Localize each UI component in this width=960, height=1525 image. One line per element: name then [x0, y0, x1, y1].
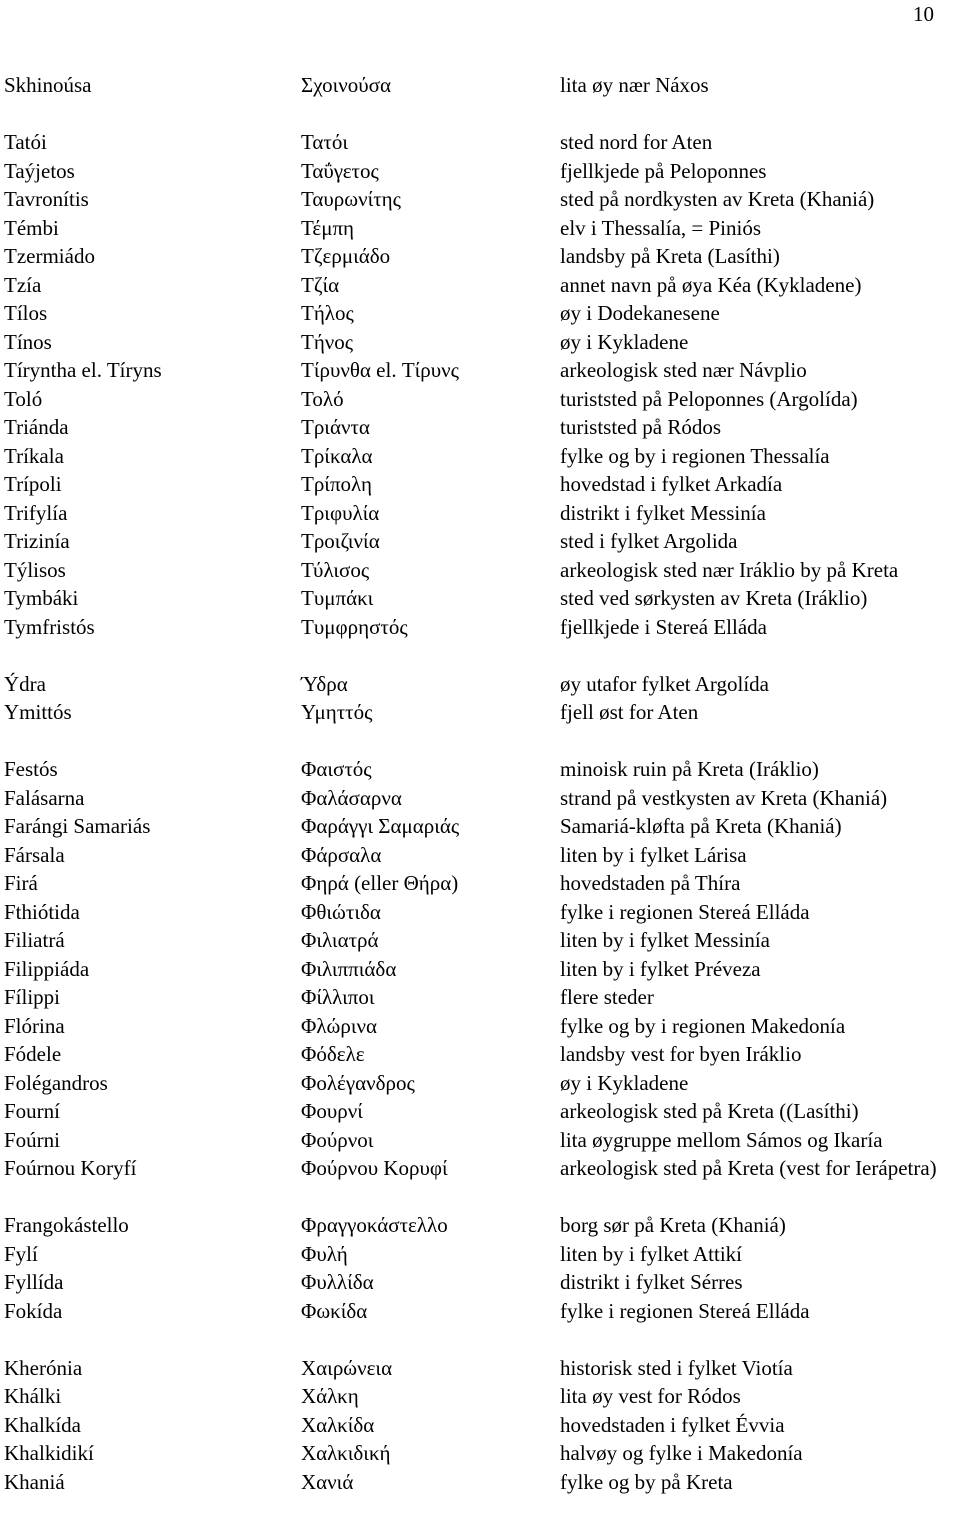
greek-name: Τριάντα: [301, 415, 370, 439]
description: arkeologisk sted nær Iráklio by på Kreta: [560, 557, 899, 582]
greek-name: Τέμπη: [301, 215, 355, 240]
latin-name: Témbi: [4, 215, 59, 240]
greek-name: Ύδρα: [301, 671, 348, 696]
list-item: [4, 869, 960, 898]
latin-name: Tzía: [4, 272, 42, 297]
description: sted ved sørkysten av Kreta (Iráklio): [560, 586, 868, 610]
greek-name: Φωκίδα: [301, 1298, 368, 1323]
description: liten by i fylket Préveza: [560, 956, 761, 981]
list-item: [4, 1382, 960, 1411]
greek-name: Φαράγγι Σαμαριάς: [301, 814, 460, 838]
list-item: [4, 613, 960, 642]
greek-name: Τζερμιάδο: [301, 244, 391, 268]
list-item: [4, 470, 960, 499]
description: øy i Dodekanesene: [560, 301, 720, 325]
description: distrikt i fylket Sérres: [560, 1270, 743, 1294]
list-item: [4, 1268, 960, 1297]
list-item: [4, 442, 960, 471]
latin-name: Farángi Samariás: [4, 814, 151, 838]
list-item: [4, 299, 960, 328]
description: arkeologisk sted på Kreta ((Lasíthi): [560, 1099, 859, 1123]
list-item: [4, 71, 960, 100]
entry-group: [4, 755, 960, 1325]
greek-name: Τζία: [301, 272, 340, 297]
list-item: [4, 926, 960, 955]
description: sted i fylket Argolida: [560, 529, 738, 553]
greek-name: Φόδελε: [301, 1042, 365, 1066]
description: fjellkjede på Peloponnes: [560, 158, 767, 183]
description: sted nord for Aten: [560, 130, 713, 154]
latin-name: Fódele: [4, 1042, 62, 1066]
description: hovedstad i fylket Arkadía: [560, 472, 783, 496]
greek-name: Χαλκιδική: [301, 1441, 391, 1465]
latin-name: Týlisos: [4, 557, 66, 582]
greek-name: Τήλος: [301, 301, 354, 325]
latin-name: Tzermiádo: [4, 244, 95, 268]
list-item: [4, 1468, 960, 1497]
latin-name: Ymittós: [4, 700, 72, 724]
latin-name: Khálki: [4, 1384, 62, 1408]
entry-group: [4, 670, 960, 727]
list-item: [4, 499, 960, 528]
description: fjell øst for Aten: [560, 700, 699, 724]
latin-name: Fársala: [4, 842, 65, 867]
greek-name: Φούρνου Κορυφί: [301, 1156, 448, 1180]
description: øy i Kykladene: [560, 1070, 689, 1095]
list-item: [4, 983, 960, 1012]
description: fylke og by i regionen Thessalía: [560, 443, 830, 468]
list-item: [4, 841, 960, 870]
greek-name: Ταυρωνίτης: [301, 187, 401, 211]
greek-name: Τριφυλία: [301, 500, 380, 525]
description: Samariá-kløfta på Kreta (Khaniá): [560, 814, 842, 838]
latin-name: Tínos: [4, 329, 52, 354]
list-item: [4, 955, 960, 984]
list-item: [4, 784, 960, 813]
list-item: [4, 1439, 960, 1468]
description: landsby vest for byen Iráklio: [560, 1042, 802, 1066]
latin-name: Flórina: [4, 1013, 65, 1038]
latin-name: Toló: [4, 386, 43, 411]
greek-name: Φιλιατρά: [301, 928, 379, 952]
list-item: [4, 527, 960, 556]
latin-name: Fourní: [4, 1099, 61, 1123]
description: lita øy nær Náxos: [560, 73, 709, 97]
list-item: [4, 1354, 960, 1383]
description: arkeologisk sted nær Návplio: [560, 358, 807, 382]
latin-name: Skhinoúsa: [4, 73, 92, 97]
latin-name: Tymfristós: [4, 614, 95, 639]
list-item: [4, 698, 960, 727]
latin-name: Filiatrá: [4, 928, 65, 952]
greek-name: Χαλκίδα: [301, 1412, 375, 1437]
latin-name: Tílos: [4, 301, 48, 325]
latin-name: Firá: [4, 871, 38, 895]
greek-name: Τυμπάκι: [301, 586, 374, 610]
entry-group: [4, 128, 960, 641]
list-item: [4, 214, 960, 243]
latin-name: Tíryntha el. Tíryns: [4, 358, 162, 382]
place-name-list: [4, 71, 960, 1525]
description: hovedstaden i fylket Évvia: [560, 1412, 785, 1437]
latin-name: Tríkala: [4, 443, 64, 468]
greek-name: Φραγγοκάστελλο: [301, 1213, 448, 1237]
greek-name: Φολέγανδρος: [301, 1070, 415, 1095]
description: landsby på Kreta (Lasíthi): [560, 244, 780, 268]
description: arkeologisk sted på Kreta (vest for Ierápetra): [560, 1156, 937, 1180]
latin-name: Fylí: [4, 1241, 38, 1266]
description: fylke og by i regionen Makedonía: [560, 1013, 846, 1038]
list-item: [4, 356, 960, 385]
greek-name: Τροιζινία: [301, 529, 380, 553]
description: elv i Thessalía, = Piniós: [560, 215, 762, 240]
latin-name: Foúrnou Koryfí: [4, 1156, 137, 1180]
greek-name: Χανιά: [301, 1469, 354, 1494]
description: flere steder: [560, 985, 654, 1009]
list-item: [4, 1069, 960, 1098]
latin-name: Ýdra: [4, 671, 46, 696]
list-item: [4, 898, 960, 927]
latin-name: Triánda: [4, 415, 69, 439]
list-item: [4, 670, 960, 699]
greek-name: Φηρά (eller Θήρα): [301, 871, 459, 895]
list-item: [4, 556, 960, 585]
latin-name: Khalkidikí: [4, 1441, 94, 1465]
greek-name: Τρίκαλα: [301, 443, 373, 468]
greek-name: Φάρσαλα: [301, 842, 382, 867]
latin-name: Khaniá: [4, 1469, 65, 1494]
list-item: [4, 271, 960, 300]
description: liten by i fylket Attikí: [560, 1241, 742, 1266]
list-item: [4, 1411, 960, 1440]
greek-name: Υμηττός: [301, 700, 373, 724]
greek-name: Τολό: [301, 386, 344, 411]
latin-name: Frangokástello: [4, 1213, 129, 1237]
latin-name: Fyllída: [4, 1270, 64, 1294]
latin-name: Taýjetos: [4, 158, 75, 183]
greek-name: Τίρυνθα el. Τίρυνς: [301, 358, 459, 382]
greek-name: Φαιστός: [301, 757, 372, 781]
description: borg sør på Kreta (Khaniá): [560, 1213, 786, 1237]
description: distrikt i fylket Messinía: [560, 500, 766, 525]
list-item: [4, 1240, 960, 1269]
description: øy i Kykladene: [560, 329, 689, 354]
list-item: [4, 1154, 960, 1211]
latin-name: Tymbáki: [4, 586, 79, 610]
greek-name: Τήνος: [301, 329, 354, 354]
greek-name: Φαλάσαρνα: [301, 785, 402, 810]
latin-name: Festós: [4, 757, 58, 781]
description: sted på nordkysten av Kreta (Khaniá): [560, 187, 875, 211]
greek-name: Φιλιππιάδα: [301, 956, 397, 981]
description: fylke i regionen Stereá Elláda: [560, 899, 810, 924]
entry-group: [4, 71, 960, 100]
latin-name: Trípoli: [4, 472, 62, 496]
list-item: [4, 1297, 960, 1326]
latin-name: Fthiótida: [4, 899, 80, 924]
list-item: [4, 755, 960, 784]
description: annet navn på øya Kéa (Kykladene): [560, 272, 862, 297]
description: liten by i fylket Messinía: [560, 928, 770, 952]
greek-name: Χάλκη: [301, 1384, 359, 1408]
greek-name: Φίλλιποι: [301, 985, 375, 1009]
greek-name: Τύλισος: [301, 557, 370, 582]
description: turiststed på Ródos: [560, 415, 721, 439]
latin-name: Fílippi: [4, 985, 61, 1009]
greek-name: Τρίπολη: [301, 472, 373, 496]
list-item: [4, 1126, 960, 1155]
list-item: [4, 157, 960, 186]
latin-name: Foúrni: [4, 1127, 61, 1152]
greek-name: Ταΰγετος: [301, 158, 379, 183]
latin-name: Kherónia: [4, 1355, 83, 1380]
list-item: [4, 328, 960, 357]
description: fjellkjede i Stereá Elláda: [560, 614, 767, 639]
description: fylke i regionen Stereá Elláda: [560, 1298, 810, 1323]
greek-name: Χαιρώνεια: [301, 1355, 393, 1380]
list-item: [4, 385, 960, 414]
list-item: [4, 1211, 960, 1240]
list-item: [4, 1097, 960, 1126]
description: minoisk ruin på Kreta (Iráklio): [560, 757, 819, 781]
description: halvøy og fylke i Makedonía: [560, 1441, 803, 1465]
greek-name: Τυμφρηστός: [301, 614, 408, 639]
list-item: [4, 185, 960, 214]
description: øy utafor fylket Argolída: [560, 671, 769, 696]
description: lita øy vest for Ródos: [560, 1384, 741, 1408]
description: lita øygruppe mellom Sámos og Ikaría: [560, 1127, 883, 1152]
greek-name: Φλώρινα: [301, 1013, 377, 1038]
list-item: [4, 128, 960, 157]
greek-name: Φουρνί: [301, 1099, 363, 1123]
list-item: [4, 242, 960, 271]
latin-name: Tatói: [4, 130, 47, 154]
description: hovedstaden på Thíra: [560, 871, 741, 895]
latin-name: Filippiáda: [4, 956, 90, 981]
description: turiststed på Peloponnes (Argolída): [560, 386, 858, 411]
latin-name: Folégandros: [4, 1070, 108, 1095]
description: fylke og by på Kreta: [560, 1469, 733, 1494]
greek-name: Τατόι: [301, 130, 348, 154]
latin-name: Fokída: [4, 1298, 63, 1323]
greek-name: Φυλλίδα: [301, 1270, 374, 1294]
list-item: [4, 413, 960, 442]
list-item: [4, 812, 960, 841]
latin-name: Trifylía: [4, 500, 68, 525]
latin-name: Trizinía: [4, 529, 70, 553]
list-item: [4, 584, 960, 613]
page-number: 10: [913, 2, 934, 26]
greek-name: Φυλή: [301, 1241, 348, 1266]
greek-name: Φούρνοι: [301, 1127, 374, 1152]
latin-name: Tavronítis: [4, 187, 89, 211]
description: liten by i fylket Lárisa: [560, 842, 747, 867]
description: historisk sted i fylket Viotía: [560, 1355, 793, 1380]
greek-name: Φθιώτιδα: [301, 899, 381, 924]
greek-name: Σχοινούσα: [301, 73, 391, 97]
latin-name: Falásarna: [4, 785, 85, 810]
entry-group: [4, 1354, 960, 1497]
description: strand på vestkysten av Kreta (Khaniá): [560, 785, 888, 810]
latin-name: Khalkída: [4, 1412, 81, 1437]
list-item: [4, 1040, 960, 1069]
list-item: [4, 1012, 960, 1041]
